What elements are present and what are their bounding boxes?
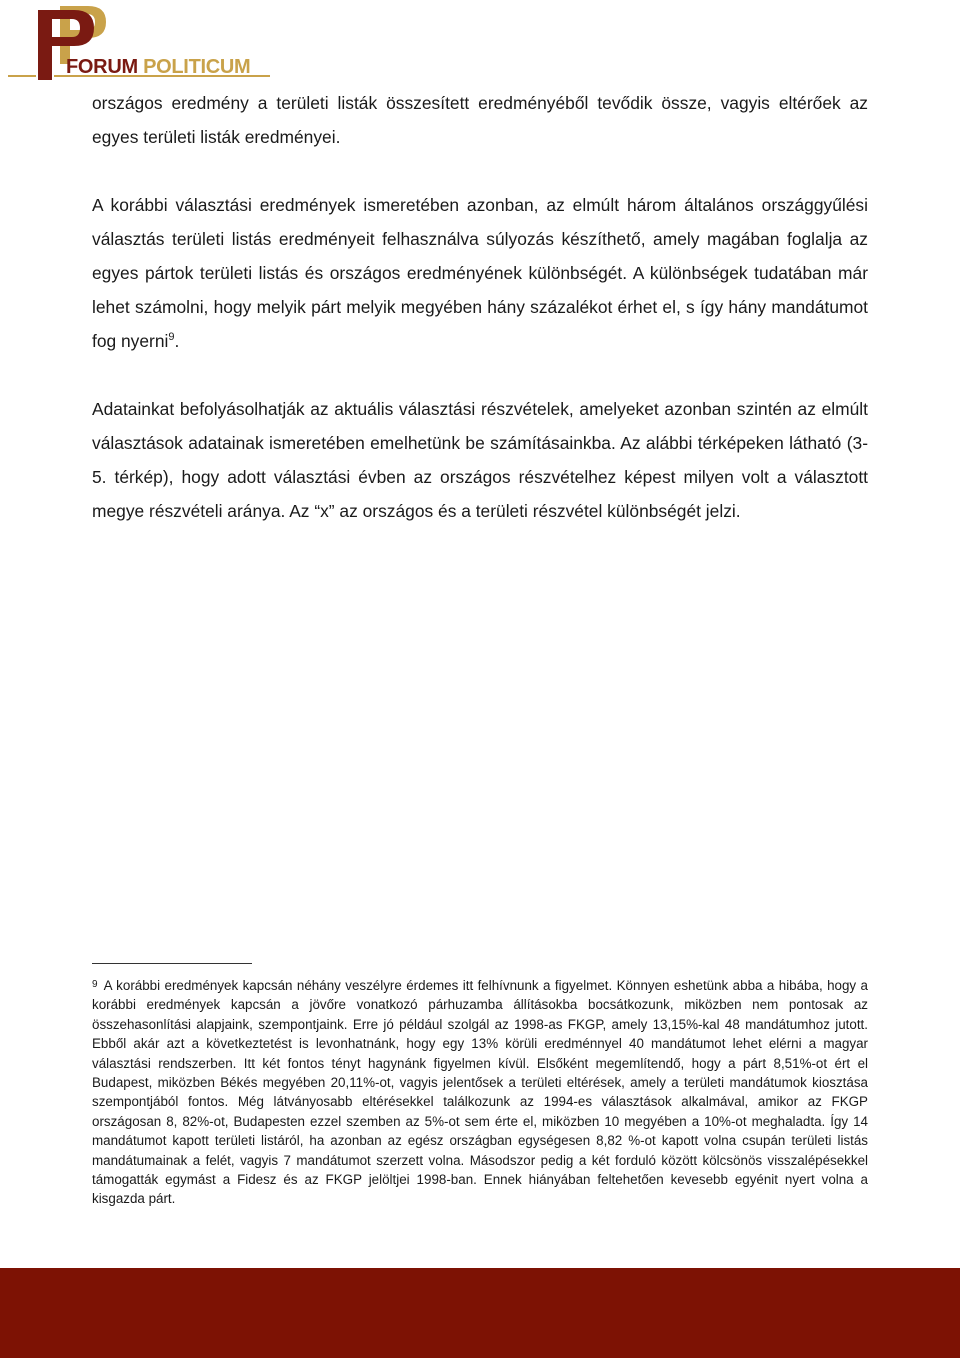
logo-word-forum: FORUM (66, 56, 138, 78)
footnote (92, 975, 868, 1209)
footnote-reference[interactable]: 9 (168, 331, 175, 344)
footnote-text: A korábbi eredmények kapcsán néhány veszélyre érdemes itt felhívnunk a figyelmet. Könnyen eshetünk abba a hibába, hogy a korábbi eredmények kapcsán a jövőre vonatkozó párhuzamba állításokba bocsátkozunk, miközben nem pontosak az összehasonlítási alapjaink, szempontjaink. Erre jó például szolgál az 1998-as FKGP, amely 13,15%-kal 48 mandátumhoz jutott. Ebből akár azt a következtetést is levonhatnánk, hogy egy 13% körüli eredménnyel 40 mandátumot lehet elérni a magyar választási rendszerben. Itt két fontos tényt hagynánk figyelmen kívül. Elsőként megemlítendő, hogy a párt 8,51%-ot ért el Budapest, miközben Békés megyében 20,11%-ot, vagyis jelentősek a területi eltérések, amely a területi mandátumok kiosztása szempontjából fontos. Még látványosabb eltérésekkel találkozunk az 1994-es választások alkalmával, amikor az FKGP országosan 8, 82%-ot, Budapesten ezzel szemben az 5%-ot sem érte el, miközben 10 megyében a 10%-ot meghaladta. Így 14 mandátumot kapott területi listáról, ha azonban az egész országban egységesen 8,82 %-ot kapott volna csupán területi listás mandátumainak a felét, vagyis 7 mandátumot szerzett volna. Másodszor pedig a két forduló között kölcsönös visszalépésekkel támogatták egymást a Fidesz és az FKGP jelöltjei 1998-ban. Ennek hiányában feltehetően kevesebb egyénit nyert volna a kisgazda párt. (92, 978, 868, 1207)
footnote-number: 9 (92, 979, 98, 990)
paragraph-1: országos eredmény a területi listák összesített eredményéből tevődik össze, vagyis eltérőek az egyes területi listák eredményei. (92, 93, 868, 147)
footnote-separator (92, 963, 252, 964)
paragraph-3: Adatainkat befolyásolhatják az aktuális választási részvételek, amelyeket azonban szintén az elmúlt választások adatainak ismeretében emelhetünk be számításainkba. Az alábbi térképeken látható (3-5. térkép), hogy adott választási évben az országos részvételhez képest milyen volt a választott megye részvételi aránya. Az “x” az országos és a területi részvétel különbségét jelzi. (92, 399, 868, 521)
footer-band (0, 1268, 960, 1358)
logo-word-politicum: POLITICUM (143, 56, 251, 78)
paragraph-2-text: A korábbi választási eredmények ismeretében azonban, az elmúlt három általános országgyűlési választás területi listás eredményeit felhasználva súlyozás készíthető, amely magában foglalja az egyes pártok területi listás és országos eredményének különbségét. A különbségek tudatában már lehet számolni, hogy melyik párt melyik megyében hány százalékot érhet el, s így hány mandátumot fog nyerni (92, 195, 868, 351)
paragraph-2-tail: . (174, 331, 180, 351)
forum-politicum-logo (8, 4, 278, 80)
paragraph-2 (92, 188, 868, 358)
logo-wordmark (66, 56, 250, 79)
